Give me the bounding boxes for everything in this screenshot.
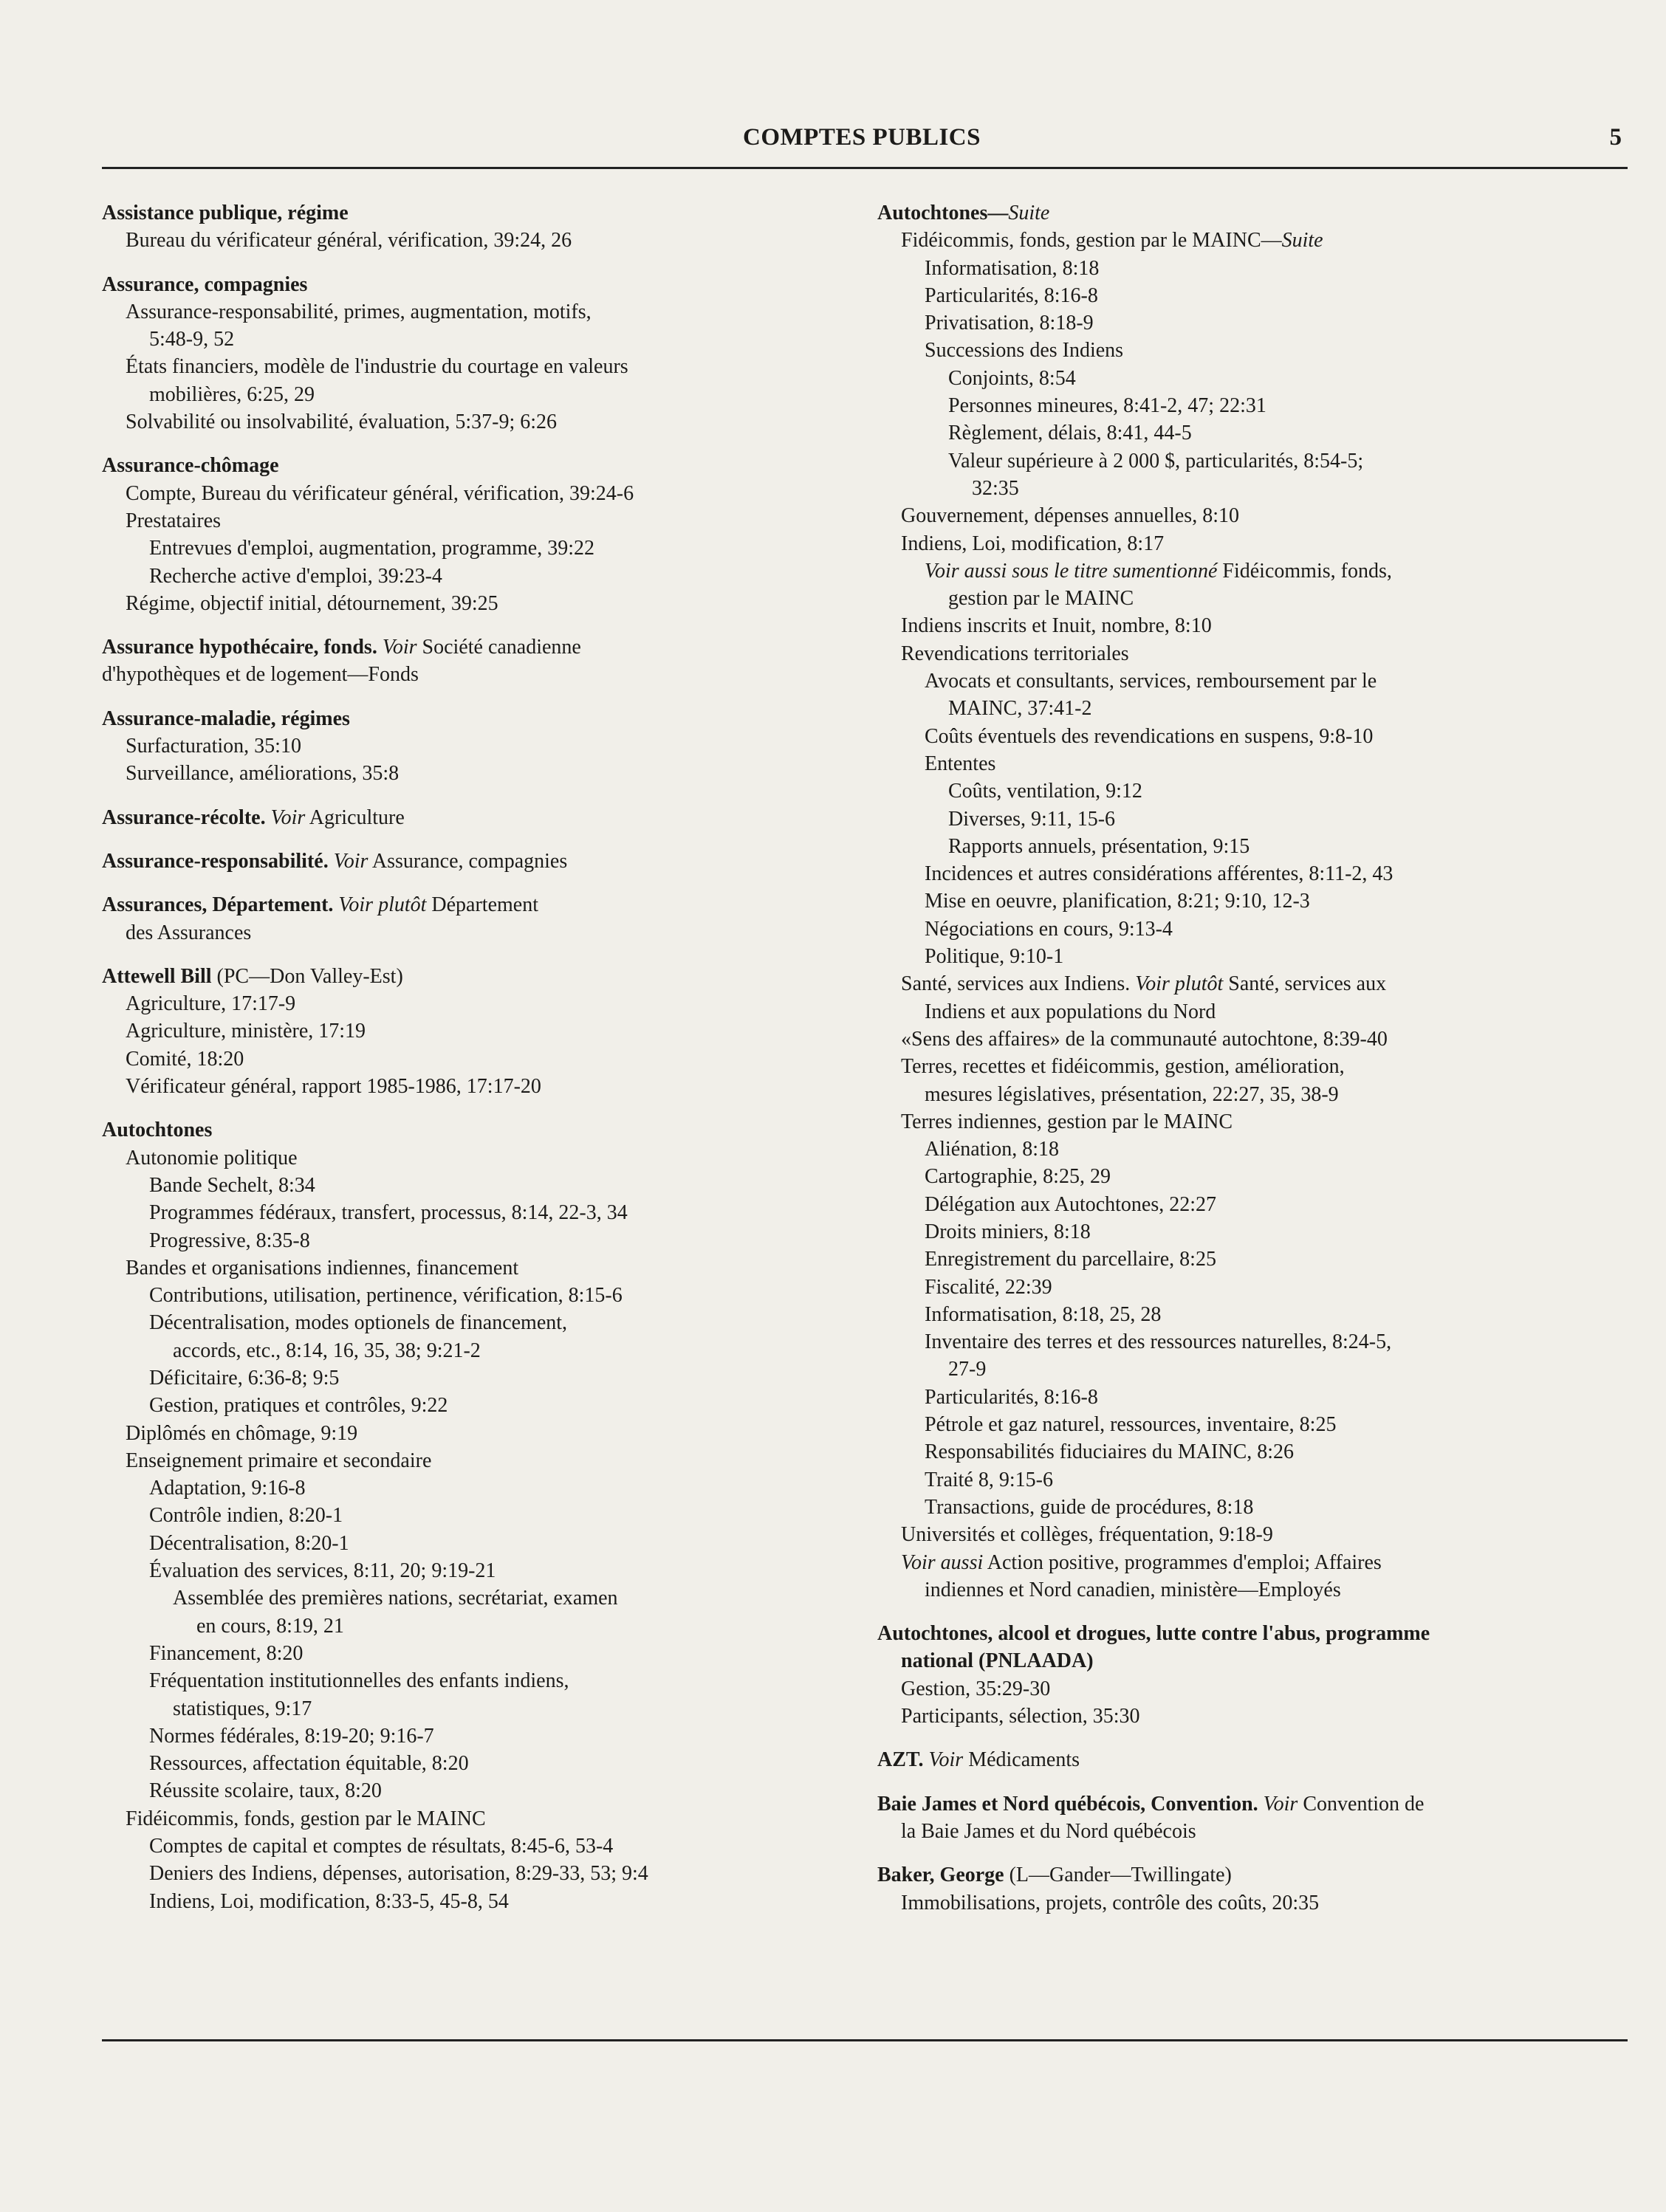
index-entry <box>102 452 840 617</box>
entry-text: Fiscalité, 22:39 <box>925 1275 1052 1299</box>
index-subentry <box>877 419 1628 447</box>
index-heading <box>877 1746 1628 1773</box>
index-subentry <box>877 309 1628 337</box>
index-subentry <box>102 353 840 380</box>
entry-text: Assurance-responsabilité, primes, augmentation, motifs, <box>126 300 592 323</box>
index-subentry <box>877 1521 1628 1548</box>
cross-reference: Voir aussi <box>901 1550 984 1574</box>
entry-text: États financiers, modèle de l'industrie du courtage en valeurs <box>126 355 628 379</box>
entry-text: Agriculture, ministère, 17:19 <box>126 1020 366 1043</box>
heading-text: Assistance publique, régime <box>102 202 349 224</box>
index-subentry <box>877 1889 1628 1917</box>
index-subentry <box>877 1053 1628 1080</box>
entry-text: Particularités, 8:16-8 <box>925 284 1098 307</box>
bottom-rule <box>102 2039 1628 2041</box>
index-entry <box>102 963 840 1100</box>
index-subentry <box>877 1675 1628 1703</box>
index-subentry <box>102 1017 840 1045</box>
index-subentry <box>102 1144 840 1172</box>
index-subentry <box>877 255 1628 282</box>
index-subentry <box>102 760 840 787</box>
index-subentry <box>102 1722 840 1750</box>
index-subentry <box>877 585 1628 612</box>
index-subentry <box>877 502 1628 529</box>
entry-text: Médicaments <box>968 1748 1080 1772</box>
index-subentry <box>102 919 840 947</box>
cross-reference: Voir <box>333 849 368 873</box>
index-subentry <box>877 695 1628 722</box>
entry-text: Santé, services aux Indiens. <box>901 972 1131 996</box>
index-subentry <box>102 1337 840 1364</box>
entry-text: Avocats et consultants, services, remboursement par le <box>925 670 1377 693</box>
entry-text: 32:35 <box>972 476 1019 500</box>
index-subentry <box>102 480 840 507</box>
index-subentry <box>877 1438 1628 1466</box>
entry-text: Action positive, programmes d'emploi; Affaires <box>987 1550 1382 1574</box>
index-subentry <box>102 732 840 760</box>
entry-text: Informatisation, 8:18 <box>925 256 1100 280</box>
index-subentry <box>877 337 1628 364</box>
index-subentry <box>877 1703 1628 1730</box>
heading-text: Assurances, Département. <box>102 893 334 917</box>
entry-text: (PC—Don Valley-Est) <box>216 964 403 988</box>
index-subentry <box>102 590 840 617</box>
entry-text: Privatisation, 8:18-9 <box>925 312 1094 335</box>
index-subentry <box>102 1530 840 1557</box>
index-subentry <box>877 447 1628 475</box>
entry-text: Enseignement primaire et secondaire <box>126 1449 432 1472</box>
entry-text: gestion par le MAINC <box>948 587 1134 611</box>
entry-text: Gestion, 35:29-30 <box>901 1677 1051 1700</box>
entry-text: 27-9 <box>948 1358 987 1381</box>
heading-text: Autochtones, alcool et drogues, lutte contre l'abus, programme <box>877 1622 1430 1646</box>
entry-text: Comité, 18:20 <box>126 1047 244 1071</box>
entry-text: Diverses, 9:11, 15-6 <box>948 807 1116 831</box>
entry-text: des Assurances <box>126 921 252 944</box>
entry-text: Indiens, Loi, modification, 8:17 <box>901 532 1165 555</box>
index-subentry <box>877 227 1628 254</box>
index-subentry <box>102 1254 840 1282</box>
entry-text: statistiques, 9:17 <box>173 1697 312 1720</box>
index-subentry <box>877 806 1628 833</box>
index-subentry <box>102 1584 840 1612</box>
entry-text: Diplômés en chômage, 9:19 <box>126 1421 358 1445</box>
entry-text: Solvabilité ou insolvabilité, évaluation, 5:37-9; 6:26 <box>126 411 558 434</box>
index-subentry <box>877 970 1628 997</box>
index-subentry <box>877 1411 1628 1438</box>
index-subentry <box>877 1549 1628 1576</box>
index-subentry <box>877 943 1628 970</box>
entry-text: accords, etc., 8:14, 16, 35, 38; 9:21-2 <box>173 1339 481 1362</box>
entry-text: Successions des Indiens <box>925 339 1124 363</box>
index-heading <box>102 963 840 990</box>
index-subentry <box>877 1647 1628 1675</box>
index-subentry <box>877 1576 1628 1604</box>
entry-text: Ententes <box>925 752 996 775</box>
entry-text: Cartographie, 8:25, 29 <box>925 1165 1111 1189</box>
heading-text: Autochtones <box>102 1119 213 1142</box>
index-subentry <box>877 1136 1628 1163</box>
entry-text: Enregistrement du parcellaire, 8:25 <box>925 1248 1216 1271</box>
index-subentry <box>877 1818 1628 1845</box>
entry-text: Bandes et organisations indiennes, financement <box>126 1256 519 1280</box>
entry-text: Santé, services aux <box>1228 972 1387 996</box>
entry-text: Mise en oeuvre, planification, 8:21; 9:10, 12-3 <box>925 890 1310 913</box>
cross-reference: Voir <box>928 1748 964 1772</box>
index-subentry <box>102 1392 840 1419</box>
index-heading <box>877 1861 1628 1889</box>
index-entry <box>877 1861 1628 1917</box>
entry-text: MAINC, 37:41-2 <box>948 697 1092 721</box>
entry-text: Deniers des Indiens, dépenses, autorisation, 8:29-33, 53; 9:4 <box>149 1862 648 1886</box>
index-subentry <box>102 1227 840 1254</box>
entry-text: Surveillance, améliorations, 35:8 <box>126 762 400 786</box>
index-subentry <box>877 1466 1628 1494</box>
index-subentry <box>102 507 840 535</box>
entry-text: Coûts, ventilation, 9:12 <box>948 780 1142 803</box>
entry-text: Comptes de capital et comptes de résultats, 8:45-6, 53-4 <box>149 1835 614 1858</box>
entry-text: mesures législatives, présentation, 22:27, 35, 38-9 <box>925 1082 1339 1106</box>
page-header <box>102 124 1622 162</box>
index-entry <box>877 199 1628 1604</box>
index-subentry <box>102 1073 840 1100</box>
index-subentry <box>877 1163 1628 1190</box>
index-subentry <box>877 1356 1628 1383</box>
index-subentry <box>102 1282 840 1309</box>
entry-text: Participants, sélection, 35:30 <box>901 1705 1140 1728</box>
entry-text: Délégation aux Autochtones, 22:27 <box>925 1192 1217 1216</box>
index-subentry <box>877 667 1628 695</box>
entry-text: Universités et collèges, fréquentation, 9:18-9 <box>901 1523 1273 1547</box>
entry-text: Décentralisation, 8:20-1 <box>149 1531 349 1555</box>
index-subentry <box>102 1420 840 1447</box>
entry-text: Transactions, guide de procédures, 8:18 <box>925 1495 1254 1519</box>
cross-reference: Voir <box>382 636 417 659</box>
entry-text: Fidéicommis, fonds, gestion par le MAINC <box>126 1807 486 1830</box>
entry-text: Indiens inscrits et Inuit, nombre, 8:10 <box>901 614 1212 638</box>
index-subentry <box>102 1805 840 1833</box>
entry-text: Réussite scolaire, taux, 8:20 <box>149 1779 382 1803</box>
entry-text: Personnes mineures, 8:41-2, 47; 22:31 <box>948 394 1266 418</box>
entry-text: Rapports annuels, présentation, 9:15 <box>948 834 1250 858</box>
index-subentry <box>102 1502 840 1529</box>
index-subentry <box>102 1309 840 1336</box>
heading-text: Baker, George <box>877 1864 1004 1887</box>
index-subentry <box>102 298 840 326</box>
index-entry <box>877 1620 1628 1730</box>
heading-text: AZT. <box>877 1748 924 1772</box>
index-entry <box>102 848 840 875</box>
page-title: COMPTES PUBLICS <box>743 124 981 151</box>
index-subentry <box>877 887 1628 915</box>
index-subentry <box>877 365 1628 392</box>
index-subentry <box>877 530 1628 557</box>
index-heading <box>102 199 840 227</box>
entry-text: Décentralisation, modes optionels de financement, <box>149 1311 568 1335</box>
index-subentry <box>877 1191 1628 1218</box>
index-heading <box>877 1620 1628 1647</box>
index-subentry <box>877 750 1628 777</box>
index-subentry <box>877 860 1628 887</box>
index-subentry <box>877 1494 1628 1521</box>
entry-text: Bande Sechelt, 8:34 <box>149 1173 315 1197</box>
index-subentry <box>102 1474 840 1502</box>
entry-text: indiennes et Nord canadien, ministère—Employés <box>925 1578 1341 1601</box>
entry-text: Coûts éventuels des revendications en suspens, 9:8-10 <box>925 724 1374 748</box>
entry-text: Politique, 9:10-1 <box>925 945 1064 969</box>
index-subentry <box>877 475 1628 502</box>
index-subentry <box>877 833 1628 860</box>
heading-text: Assurance-maladie, régimes <box>102 707 350 730</box>
index-subentry <box>102 1612 840 1640</box>
index-heading <box>877 1790 1628 1818</box>
index-subentry <box>877 612 1628 639</box>
entry-text: Recherche active d'emploi, 39:23-4 <box>149 564 442 588</box>
index-subentry <box>102 1557 840 1584</box>
entry-text: Assurance, compagnies <box>371 849 568 873</box>
heading-text: Assurance hypothécaire, fonds. <box>102 636 377 659</box>
entry-text: Prestataires <box>126 509 222 532</box>
index-subentry <box>102 1364 840 1392</box>
index-heading <box>877 199 1628 227</box>
entry-text: Conjoints, 8:54 <box>948 366 1076 390</box>
index-subentry <box>102 563 840 590</box>
index-subentry <box>102 1640 840 1667</box>
entry-text: 5:48-9, 52 <box>149 328 235 351</box>
heading-text: Attewell Bill <box>102 964 212 988</box>
heading-text: Assurance-récolte. <box>102 806 266 829</box>
entry-text: Fidéicommis, fonds, <box>1222 559 1392 583</box>
index-subentry <box>102 1833 840 1860</box>
index-subentry <box>877 998 1628 1026</box>
index-subentry <box>877 777 1628 805</box>
index-subentry <box>877 557 1628 585</box>
entry-text: Pétrole et gaz naturel, ressources, inventaire, 8:25 <box>925 1413 1337 1437</box>
index-subentry <box>102 1750 840 1777</box>
index-entry <box>102 705 840 788</box>
entry-text: Terres indiennes, gestion par le MAINC <box>901 1110 1233 1133</box>
heading-text: Assurance, compagnies <box>102 272 308 296</box>
entry-text: Indiens, Loi, modification, 8:33-5, 45-8, 54 <box>149 1889 509 1913</box>
index-subentry <box>102 1172 840 1199</box>
entry-text: Déficitaire, 6:36-8; 9:5 <box>149 1366 340 1390</box>
index-entry <box>102 199 840 255</box>
index-subentry <box>877 1081 1628 1108</box>
entry-text: Contributions, utilisation, pertinence, vérification, 8:15-6 <box>149 1284 623 1308</box>
index-subentry <box>102 381 840 408</box>
entry-text: Particularités, 8:16-8 <box>925 1385 1098 1409</box>
entry-text: Progressive, 8:35-8 <box>149 1229 310 1252</box>
index-subentry <box>877 1218 1628 1246</box>
entry-text: Fréquentation institutionnelles des enfants indiens, <box>149 1669 569 1693</box>
entry-text: Normes fédérales, 8:19-20; 9:16-7 <box>149 1724 434 1748</box>
index-subentry <box>877 1108 1628 1136</box>
entry-text: Régime, objectif initial, détournement, 39:25 <box>126 591 498 615</box>
index-column-right <box>877 199 1628 1933</box>
cross-reference: Voir <box>1263 1792 1298 1816</box>
index-subentry <box>877 392 1628 419</box>
index-subentry <box>102 1860 840 1887</box>
top-rule <box>102 167 1628 169</box>
entry-text: Incidences et autres considérations afférentes, 8:11-2, 43 <box>925 862 1394 886</box>
index-subentry <box>102 408 840 436</box>
entry-text: Responsabilités fiduciaires du MAINC, 8:26 <box>925 1440 1295 1464</box>
index-heading <box>102 452 840 479</box>
index-subentry <box>102 1695 840 1722</box>
index-subentry <box>877 1301 1628 1328</box>
index-entry <box>877 1746 1628 1773</box>
cross-reference: Voir aussi sous le titre sumentionné <box>925 559 1218 583</box>
cross-reference: Suite <box>1008 202 1050 224</box>
index-subentry <box>102 535 840 562</box>
index-subentry <box>102 1199 840 1226</box>
index-column-left <box>102 199 840 1931</box>
index-entry <box>102 1116 840 1915</box>
entry-text: Négociations en cours, 9:13-4 <box>925 917 1173 941</box>
entry-text: Vérificateur général, rapport 1985-1986, 17:17-20 <box>126 1075 541 1099</box>
entry-text: Règlement, délais, 8:41, 44-5 <box>948 422 1192 445</box>
index-heading <box>102 271 840 298</box>
entry-text: Agriculture, 17:17-9 <box>126 992 296 1016</box>
entry-text: Compte, Bureau du vérificateur général, vérification, 39:24-6 <box>126 481 634 505</box>
entry-text: Convention de <box>1303 1792 1425 1816</box>
entry-text: (L—Gander—Twillingate) <box>1009 1864 1232 1887</box>
entry-text: Société canadienne <box>422 636 581 659</box>
entry-text: «Sens des affaires» de la communauté autochtone, 8:39-40 <box>901 1027 1388 1051</box>
index-heading <box>102 804 840 831</box>
cross-reference: Voir plutôt <box>338 893 427 917</box>
index-subentry <box>102 227 840 254</box>
index-subentry <box>877 1026 1628 1053</box>
index-heading <box>102 1116 840 1144</box>
entry-text: Indiens et aux populations du Nord <box>925 1000 1216 1023</box>
entry-text: Ressources, affectation équitable, 8:20 <box>149 1752 469 1776</box>
continuation-mark: Suite <box>1281 229 1323 253</box>
entry-text: d'hypothèques et de logement—Fonds <box>102 663 419 687</box>
index-subentry <box>877 723 1628 750</box>
index-subentry <box>102 1447 840 1474</box>
entry-text: Financement, 8:20 <box>149 1641 304 1665</box>
entry-text: mobilières, 6:25, 29 <box>149 382 315 406</box>
index-entry <box>877 1790 1628 1846</box>
entry-text: Autonomie politique <box>126 1146 298 1169</box>
index-subentry <box>877 1384 1628 1411</box>
entry-text: Informatisation, 8:18, 25, 28 <box>925 1302 1162 1326</box>
index-subentry <box>102 990 840 1017</box>
entry-text: Aliénation, 8:18 <box>925 1138 1059 1161</box>
entry-text: Assemblée des premières nations, secrétariat, examen <box>173 1587 618 1610</box>
entry-text: Traité 8, 9:15-6 <box>925 1468 1053 1491</box>
index-subentry <box>877 640 1628 667</box>
entry-text: Évaluation des services, 8:11, 20; 9:19-21 <box>149 1559 496 1583</box>
index-heading <box>102 891 840 918</box>
index-entry <box>102 891 840 947</box>
index-subentry <box>102 1888 840 1915</box>
entry-text: Valeur supérieure à 2 000 $, particularités, 8:54-5; <box>948 449 1364 473</box>
entry-text: Terres, recettes et fidéicommis, gestion, amélioration, <box>901 1055 1345 1079</box>
cross-reference: Voir plutôt <box>1135 972 1224 996</box>
entry-text: Bureau du vérificateur général, vérification, 39:24, 26 <box>126 229 572 253</box>
heading-text: Baie James et Nord québécois, Convention. <box>877 1792 1258 1816</box>
index-heading <box>102 705 840 732</box>
index-subentry <box>877 1328 1628 1356</box>
entry-text: Inventaire des terres et des ressources naturelles, 8:24-5, <box>925 1330 1392 1354</box>
index-subentry <box>877 1274 1628 1301</box>
index-subentry <box>877 916 1628 943</box>
entry-text: Département <box>431 893 538 917</box>
entry-text: Gouvernement, dépenses annuelles, 8:10 <box>901 504 1239 528</box>
heading-text: national (PNLAADA) <box>901 1649 1094 1673</box>
index-subentry <box>102 326 840 353</box>
entry-text: Agriculture <box>309 806 405 829</box>
index-subentry <box>102 1667 840 1694</box>
entry-text: Gestion, pratiques et contrôles, 9:22 <box>149 1394 448 1418</box>
entry-text: Contrôle indien, 8:20-1 <box>149 1504 343 1528</box>
heading-text: Assurance-responsabilité. <box>102 849 329 873</box>
entry-text: Droits miniers, 8:18 <box>925 1220 1091 1243</box>
heading-text: Autochtones— <box>877 202 1009 224</box>
index-subentry <box>102 1777 840 1804</box>
entry-text: Revendications territoriales <box>901 642 1129 665</box>
index-subentry <box>102 1045 840 1073</box>
entry-text: en cours, 8:19, 21 <box>196 1614 344 1638</box>
index-entry <box>102 804 840 831</box>
entry-text: Programmes fédéraux, transfert, processus, 8:14, 22-3, 34 <box>149 1201 628 1225</box>
index-subentry <box>877 1246 1628 1273</box>
page-number: 5 <box>1609 124 1622 151</box>
entry-text: Entrevues d'emploi, augmentation, programme, 39:22 <box>149 537 595 560</box>
index-heading <box>102 633 840 661</box>
heading-text: Assurance-chômage <box>102 454 279 478</box>
index-heading <box>102 848 840 875</box>
index-subentry <box>877 282 1628 309</box>
entry-text: Fidéicommis, fonds, gestion par le MAINC— <box>901 229 1282 253</box>
entry-text: Adaptation, 9:16-8 <box>149 1477 306 1500</box>
index-entry <box>102 633 840 689</box>
entry-text: Immobilisations, projets, contrôle des coûts, 20:35 <box>901 1891 1320 1914</box>
entry-text: Surfacturation, 35:10 <box>126 735 301 758</box>
cross-reference: Voir <box>270 806 306 829</box>
entry-text: la Baie James et du Nord québécois <box>901 1819 1196 1843</box>
index-entry <box>102 271 840 436</box>
index-subentry <box>102 661 840 688</box>
